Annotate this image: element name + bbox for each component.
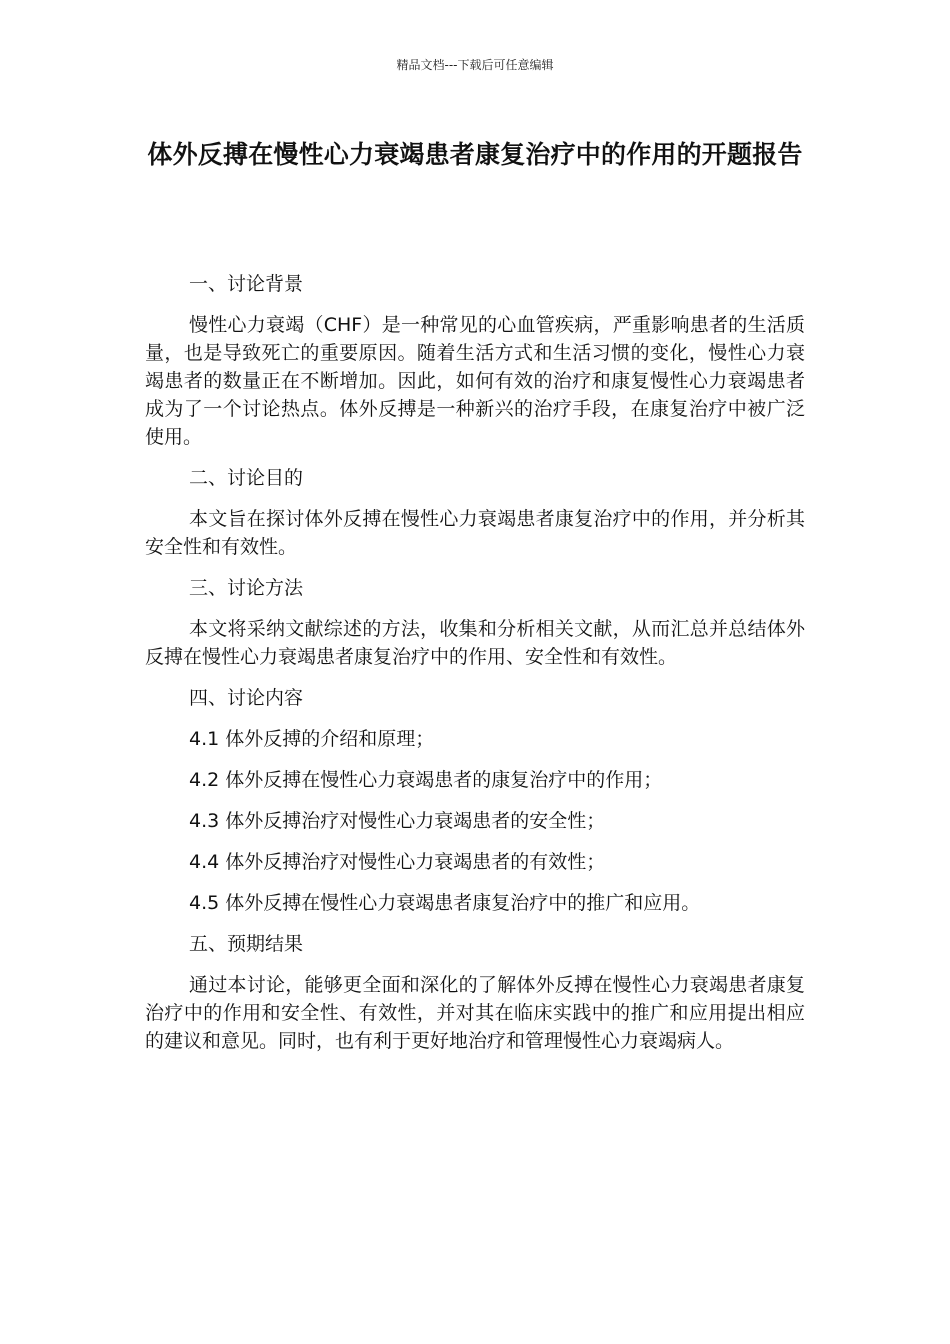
content-item-4-5: 4.5 体外反搏在慢性心力衰竭患者康复治疗中的推广和应用。 [189, 892, 701, 914]
content-item-4-1: 4.1 体外反搏的介绍和原理； [189, 728, 435, 750]
section-text-purpose: 本文旨在探讨体外反搏在慢性心力衰竭患者康复治疗中的作用，并分析其安全性和有效性。 [145, 508, 805, 558]
section-text-results: 通过本讨论，能够更全面和深化的了解体外反搏在慢性心力衰竭患者康复治疗中的作用和安全性、有效性，并对其在临床实践中的推广和应用提出相应的建议和意见。同时，也有利于更好地治疗和管理慢性心力衰竭病人。 [145, 974, 805, 1052]
section-heading-purpose: 二、讨论目的 [189, 467, 304, 489]
document-title: 体外反搏在慢性心力衰竭患者康复治疗中的作用的开题报告 [147, 140, 803, 169]
section-heading-method: 三、讨论方法 [189, 577, 304, 599]
content-item-4-2: 4.2 体外反搏在慢性心力衰竭患者的康复治疗中的作用； [189, 769, 663, 791]
document-body [145, 270, 805, 1068]
section-heading-results: 五、预期结果 [189, 933, 304, 955]
content-item-4-3: 4.3 体外反搏治疗对慢性心力衰竭患者的安全性； [189, 810, 606, 832]
page-header: 精品文档---下载后可任意编辑 [396, 58, 554, 72]
content-item-4-4: 4.4 体外反搏治疗对慢性心力衰竭患者的有效性； [189, 851, 606, 873]
section-heading-content: 四、讨论内容 [189, 687, 304, 709]
section-heading-background: 一、讨论背景 [189, 273, 304, 295]
section-text-background: 慢性心力衰竭（CHF）是一种常见的心血管疾病，严重影响患者的生活质量，也是导致死亡的重要原因。随着生活方式和生活习惯的变化，慢性心力衰竭患者的数量正在不断增加。因此，如何有效的治疗和康复慢性心力衰竭患者成为了一个讨论热点。体外反搏是一种新兴的治疗手段，在康复治疗中被广泛使用。 [145, 314, 805, 448]
section-text-method: 本文将采纳文献综述的方法，收集和分析相关文献，从而汇总并总结体外反搏在慢性心力衰竭患者康复治疗中的作用、安全性和有效性。 [145, 618, 805, 668]
